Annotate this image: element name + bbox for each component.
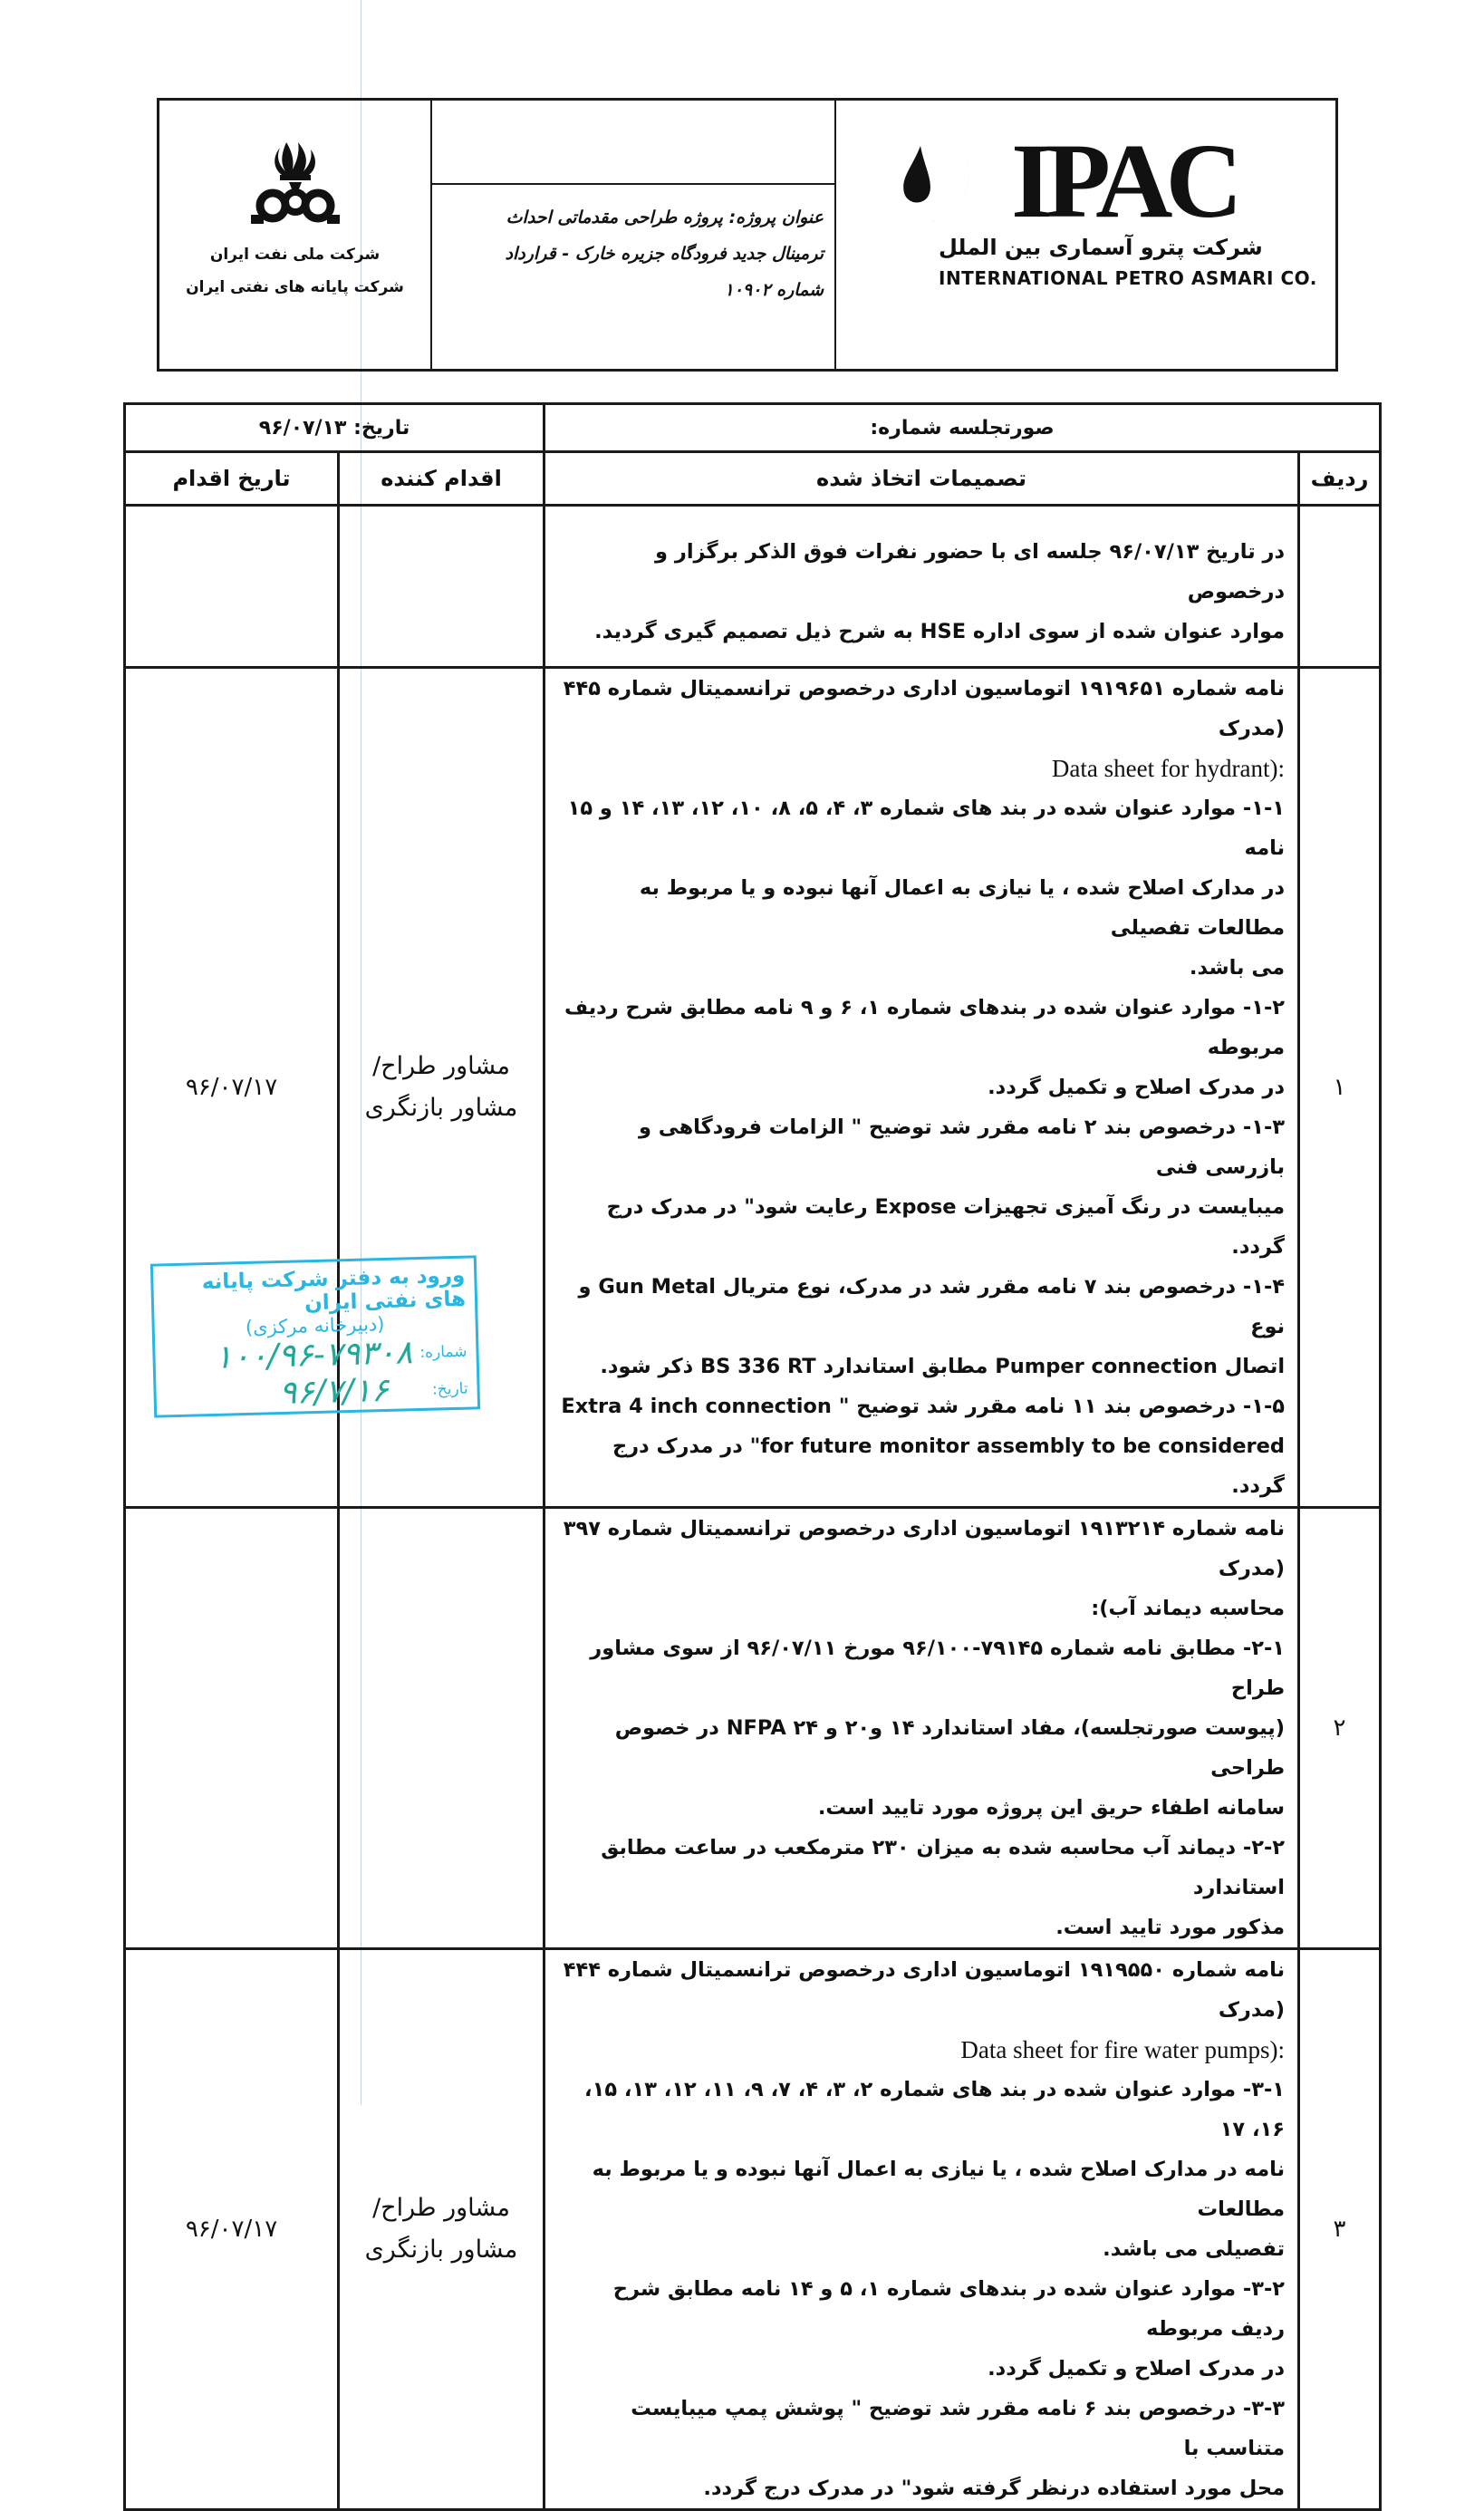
document-header: [157, 98, 1338, 372]
project-title-line: شماره ۱۰۹۰۲: [724, 280, 824, 300]
decision-line: Data sheet for hydrant):: [1051, 755, 1286, 782]
column-header-row: [125, 452, 1381, 506]
decision-line: محاسبه دیماند آب):: [1091, 1597, 1286, 1620]
actor: [339, 506, 544, 668]
decision-line: تفصیلی می باشد.: [1103, 2237, 1286, 2261]
decision-text: [544, 506, 1299, 668]
decision-line: نامه شماره ۱۹۱۳۲۱۴ اتوماسیون اداری درخصوص ترانسمیتال شماره ۳۹۷ (مدرک: [563, 1517, 1286, 1580]
decision-line: ۲-۲- دیماند آب محاسبه شده به میزان ۲۳۰ مترمکعب در ساعت مطابق استاندارد: [601, 1836, 1286, 1899]
actor: [339, 1508, 544, 1949]
col-header-actor: اقدام کننده: [339, 452, 544, 506]
decision-line: محل مورد استفاده درنظر گرفته شود" در مدرک درج گردد.: [703, 2477, 1286, 2500]
project-title-line: عنوان پروژه: پروژه طراحی مقدماتی احداث: [506, 208, 824, 227]
meta-row: [125, 404, 1381, 452]
decision-line: موارد عنوان شده از سوی اداره HSE به شرح ذیل تصمیم گیری گردید.: [594, 620, 1286, 643]
action-date: [125, 506, 339, 668]
decision-line: در مدارک اصلاح شده ، یا نیازی به اعمال آنها نبوده و یا مربوط به مطالعات تفصیلی: [639, 876, 1286, 940]
nioc-block: [159, 101, 430, 369]
decision-line: در مدرک اصلاح و تکمیل گردد.: [988, 2357, 1286, 2381]
project-title: [430, 183, 834, 369]
decision-line: مذکور مورد تایید است.: [1055, 1916, 1286, 1939]
col-header-row-no: ردیف: [1299, 452, 1381, 506]
decision-line: نامه شماره ۱۹۱۹۶۵۱ اتوماسیون اداری درخصوص ترانسمیتال شماره ۴۴۵ (مدرک: [563, 677, 1286, 740]
nioc-name: شرکت ملی نفت ایران: [209, 246, 381, 264]
action-date: ۹۶/۰۷/۱۷: [125, 668, 339, 1508]
ipac-name-fa: شرکت پترو آسماری بین الملل: [939, 235, 1263, 260]
decision-line: در تاریخ ۹۶/۰۷/۱۳ جلسه ای با حضور نفرات فوق الذکر برگزار و درخصوص: [655, 540, 1286, 604]
decision-line: ۳-۲- موارد عنوان شده در بندهای شماره ۱، ۵ و ۱۴ نامه مطابق شرح ردیف مربوطه: [612, 2277, 1286, 2341]
meeting-date-cell: [125, 404, 544, 452]
iotc-name: شرکت پایانه های نفتی ایران: [186, 278, 404, 296]
row-number: ۱: [1299, 668, 1381, 1508]
nioc-flame-logo-icon: [246, 135, 345, 235]
minutes-table: [123, 402, 1382, 2511]
row-number: ۲: [1299, 1508, 1381, 1949]
decision-line: Data sheet for fire water pumps):: [960, 2036, 1286, 2063]
decision-text: [544, 1508, 1299, 1949]
stamp-number-label: شماره:: [419, 1342, 467, 1362]
decision-line: ۱-۵- درخصوص بند ۱۱ نامه مقرر شد توضیح " Extra 4 inch connection: [561, 1395, 1286, 1418]
project-title-line: ترمینال جدید فرودگاه جزیره خارک - قرارداد: [505, 244, 824, 264]
stamp-subtitle: (دبیرخانه مرکزی): [245, 1312, 385, 1339]
decision-line: ۱-۳- درخصوص بند ۲ نامه مقرر شد توضیح " الزامات فرودگاهی و بازرسی فنی: [638, 1115, 1286, 1179]
ipac-block: [834, 101, 1335, 369]
decision-line: ۱-۲- موارد عنوان شده در بندهای شماره ۱، ۶ و ۹ نامه مطابق شرح ردیف مربوطه: [564, 996, 1286, 1059]
decision-line: (پیوست صورتجلسه)، مفاد استاندارد ۱۴ و۲۰ و NFPA ۲۴ در خصوص طراحی: [614, 1716, 1286, 1780]
stamp-date-value: ۹۶/۷/۱۶: [278, 1371, 390, 1413]
decision-line: for future monitor assembly to be considered" در مدرک درج گردد.: [612, 1434, 1286, 1498]
row-number: [1299, 506, 1381, 668]
action-date: ۹۶/۰۷/۱۷: [125, 1949, 339, 2510]
minutes-number-cell: [544, 404, 1381, 452]
decision-line: ۱-۱- موارد عنوان شده در بند های شماره ۳، ۴، ۵، ۸، ۱۰، ۱۲، ۱۳، ۱۴ و ۱۵ نامه: [567, 797, 1286, 860]
stamp-date-row: [165, 1370, 468, 1415]
decision-line: اتصال Pumper connection مطابق استاندارد BS 336 RT ذکر شود.: [600, 1355, 1286, 1378]
received-stamp: [150, 1255, 480, 1417]
action-date: [125, 1508, 339, 1949]
decision-line: ۳-۳- درخصوص بند ۶ نامه مقرر شد توضیح " پوشش پمپ میبایست متناسب با: [631, 2397, 1286, 2460]
actor: مشاور طراح/ مشاور بازنگری: [339, 1949, 544, 2510]
ipac-logo-icon: [884, 128, 1310, 227]
ipac-name-en: INTERNATIONAL PETRO ASMARI CO.: [939, 267, 1317, 289]
row-number: ۳: [1299, 1949, 1381, 2510]
decision-text: [544, 1949, 1299, 2510]
table-row: [125, 1508, 1381, 1949]
stamp-title: ورود به دفتر شرکت پایانه های نفتی ایران: [201, 1263, 467, 1316]
decision-line: نامه شماره ۱۹۱۹۵۵۰ اتوماسیون اداری درخصوص ترانسمیتال شماره ۴۴۴ (مدرک: [563, 1958, 1286, 2022]
decision-line: سامانه اطفاء حریق این پروژه مورد تایید است.: [817, 1796, 1286, 1820]
decision-line: ۱-۴- درخصوص بند ۷ نامه مقرر شد در مدرک، نوع متریال Gun Metal و نوع: [578, 1275, 1286, 1338]
table-row: [125, 1949, 1381, 2510]
ipac-logo-text: IPAC: [1011, 128, 1236, 227]
meeting-date-label: تاریخ:: [353, 416, 410, 439]
minutes-number-label: صورتجلسه شماره:: [870, 416, 1055, 439]
decision-line: در مدرک اصلاح و تکمیل گردد.: [988, 1076, 1286, 1099]
table-row: [125, 506, 1381, 668]
decision-line: می باشد.: [1189, 956, 1286, 980]
meeting-date-value: ۹۶/۰۷/۱۳: [258, 416, 347, 439]
decision-line: ۲-۱- مطابق نامه شماره ۷۹۱۴۵-۹۶/۱۰۰ مورخ ۹۶/۰۷/۱۱ از سوی مشاور طراح: [590, 1637, 1286, 1700]
col-header-action-date: تاریخ اقدام: [125, 452, 339, 506]
col-header-decisions: تصمیمات اتخاذ شده: [544, 452, 1299, 506]
stamp-number-value: ۱۰۰/۹۶-۷۹۳۰۸: [214, 1334, 413, 1376]
decision-line: ۳-۱- موارد عنوان شده در بند های شماره ۲، ۳، ۴، ۷، ۹، ۱۱، ۱۲، ۱۳، ۱۵، ۱۶، ۱۷: [584, 2078, 1286, 2141]
decision-text: [544, 668, 1299, 1508]
decision-line: میبایست در رنگ آمیزی تجهیزات Expose رعایت شود" در مدرک درج گردد.: [606, 1195, 1286, 1259]
stamp-date-label: تاریخ:: [431, 1379, 468, 1399]
decision-line: نامه در مدارک اصلاح شده ، یا نیازی به اعمال آنها نبوده و یا مربوط به مطالعات: [592, 2158, 1286, 2221]
actor: مشاور طراح/ مشاور بازنگری: [339, 668, 544, 1508]
